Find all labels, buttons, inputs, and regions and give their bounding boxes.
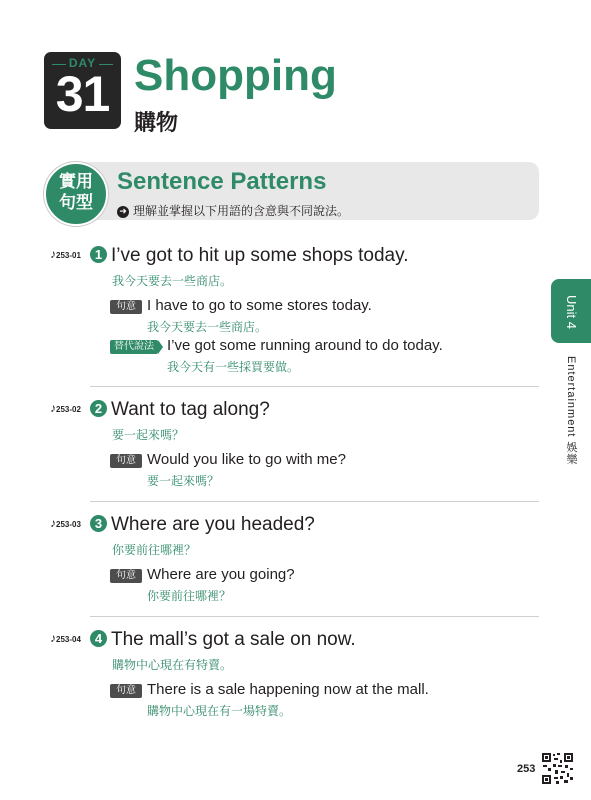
- sentence-text: Where are you headed?: [111, 514, 315, 535]
- section-title: Sentence Patterns: [117, 168, 327, 195]
- alternative-tag-arrow: [158, 340, 163, 354]
- meaning-text: There is a sale happening now at the mall.: [147, 681, 429, 698]
- audio-track-label[interactable]: ♪253-02: [50, 401, 81, 415]
- day-number: 31: [55, 66, 110, 122]
- meaning-tag: 句意: [110, 300, 142, 314]
- music-note-icon: ♪: [50, 247, 56, 261]
- meaning-translation: 要一起來嗎？: [147, 474, 220, 488]
- badge-line2: 句型: [59, 193, 93, 213]
- sentence-translation: 購物中心現在有特賣。: [112, 658, 233, 672]
- sentence-text: Want to tag along?: [111, 399, 270, 420]
- meaning-translation: 你要前往哪裡？: [147, 589, 232, 603]
- page-title-zh: 購物: [134, 111, 179, 136]
- arrow-right-circle-icon: ➜: [117, 206, 129, 218]
- sentence: [90, 245, 409, 267]
- sentence-translation: 我今天要去一些商店。: [112, 274, 233, 288]
- sentence-translation: 你要前往哪裡？: [112, 543, 197, 557]
- audio-track-label[interactable]: ♪253-03: [50, 516, 81, 530]
- entry-divider: [90, 616, 539, 617]
- unit-tab[interactable]: [551, 279, 591, 343]
- sentence-number: 2: [90, 400, 107, 417]
- sentence: [90, 514, 315, 536]
- meaning-translation: 購物中心現在有一場特賣。: [147, 704, 292, 718]
- entry-divider: [90, 501, 539, 502]
- meaning-text: I have to go to some stores today.: [147, 297, 372, 314]
- meaning-tag: 句意: [110, 454, 142, 468]
- sentence-text: The mall’s got a sale on now.: [111, 629, 356, 650]
- sentence-number: 4: [90, 630, 107, 647]
- meaning-tag: 句意: [110, 569, 142, 583]
- music-note-icon: ♪: [50, 516, 56, 530]
- page-number: 253: [517, 763, 536, 775]
- music-note-icon: ♪: [50, 401, 56, 415]
- sentence-number: 1: [90, 246, 107, 263]
- sentence-number: 3: [90, 515, 107, 532]
- day-badge: [44, 52, 121, 129]
- sentence-text: I’ve got to hit up some shops today.: [111, 245, 409, 266]
- meaning-text: Would you like to go with me?: [147, 451, 346, 468]
- unit-tab-label: Unit 4: [564, 295, 579, 329]
- meaning-text: Where are you going?: [147, 566, 295, 583]
- alternative-text: I’ve got some running around to do today.: [167, 337, 443, 354]
- alternative-translation: 我今天有一些採買要做。: [167, 360, 300, 374]
- day-label: DAY: [68, 56, 97, 70]
- alternative-tag: 替代說法: [110, 340, 158, 354]
- audio-track-label[interactable]: ♪253-04: [50, 631, 81, 645]
- meaning-tag: 句意: [110, 684, 142, 698]
- page-title: Shopping: [134, 51, 337, 100]
- section-subtitle: [117, 202, 349, 219]
- section-badge: [44, 162, 108, 226]
- qr-code-icon[interactable]: [541, 752, 574, 785]
- sentence: [90, 629, 356, 651]
- sentence-translation: 要一起來嗎？: [112, 428, 185, 442]
- meaning-translation: 我今天要去一些商店。: [147, 320, 268, 334]
- section-subtitle-text: 理解並掌握以下用語的含意與不同說法。: [133, 204, 350, 218]
- unit-category: Entertainment 娛樂: [565, 356, 577, 466]
- music-note-icon: ♪: [50, 631, 56, 645]
- sentence: [90, 399, 270, 421]
- audio-track-label[interactable]: ♪253-01: [50, 247, 81, 261]
- badge-line1: 實用: [59, 172, 93, 192]
- entry-divider: [90, 386, 539, 387]
